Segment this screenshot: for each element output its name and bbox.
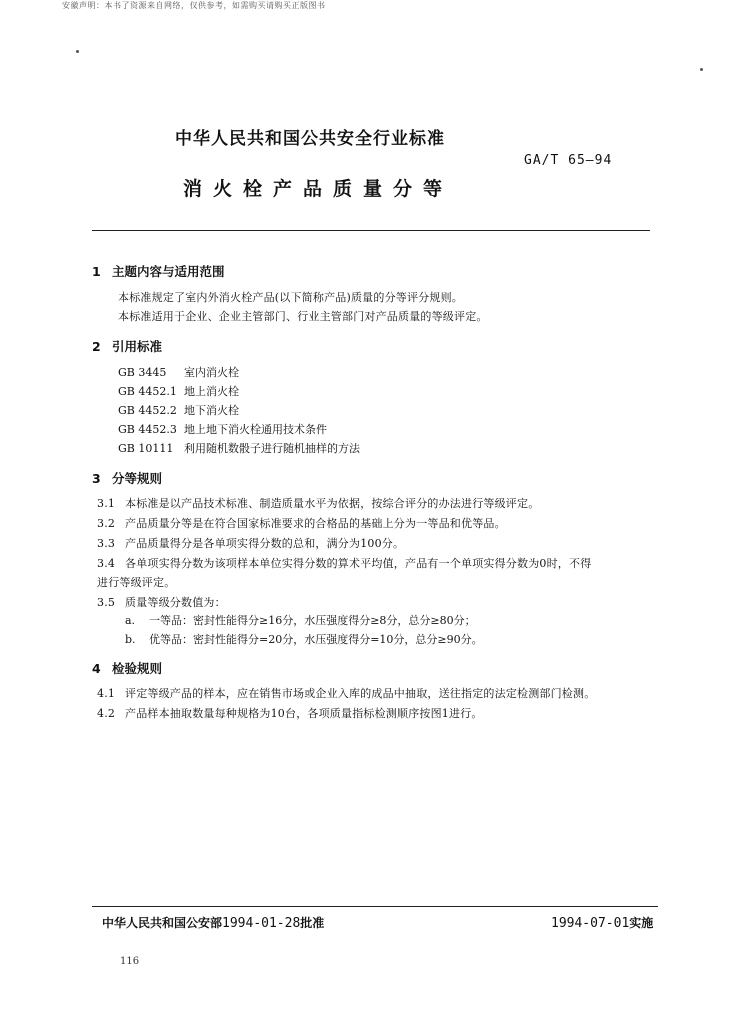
paragraph: 本标准规定了室内外消火栓产品(以下简称产品)质量的分等评分规则。 <box>118 291 463 304</box>
header-divider <box>92 230 650 231</box>
section-number: 2 <box>92 339 101 354</box>
paragraph: 本标准适用于企业、企业主管部门、行业主管部门对产品质量的等级评定。 <box>118 310 488 323</box>
page-number: 116 <box>120 956 140 967</box>
clause-3-4-continuation: 进行等级评定。 <box>97 576 176 589</box>
reference-code: GB 4452.1 <box>118 385 177 398</box>
item-label: a. <box>125 614 136 627</box>
scan-dot <box>700 68 703 71</box>
section-3-heading <box>92 469 162 487</box>
clause-number: 3.2 <box>97 517 116 530</box>
section-number: 3 <box>92 471 101 486</box>
clause-text: 本标准是以产品技术标准、制造质量水平为依据，按综合评分的办法进行等级评定。 <box>125 497 540 510</box>
clause-number: 3.3 <box>97 537 116 550</box>
standard-code: GA/T 65—94 <box>524 153 613 168</box>
section-2-heading <box>92 337 162 355</box>
reference-name: 利用随机数骰子进行随机抽样的方法 <box>184 442 360 455</box>
reference-name: 地下消火栓 <box>184 404 239 417</box>
clause-3-3 <box>97 535 404 551</box>
clause-number: 4.1 <box>97 687 116 700</box>
clause-3-1 <box>97 495 539 511</box>
clause-text: 各单项实得分数为该项样本单位实得分数的算术平均值，产品有一个单项实得分数为0时，不得 <box>125 557 592 570</box>
reference-code: GB 4452.2 <box>118 404 177 417</box>
item-label: b. <box>125 633 136 646</box>
grade-item-a <box>125 612 476 628</box>
standard-organization-title: 中华人民共和国公共安全行业标准 <box>175 129 445 149</box>
approval-date: 1994-01-28 <box>222 916 301 931</box>
document-title: 消火栓产品质量分等 <box>183 178 454 200</box>
scan-dot <box>76 50 79 53</box>
clause-number: 3.4 <box>97 557 116 570</box>
clause-text: 质量等级分数值为： <box>125 596 226 609</box>
reference-item <box>118 440 360 456</box>
approval-label: 批准 <box>300 916 325 930</box>
disclaimer-text: 安徽声明：本书了资源来自网络，仅供参考，如需购买请购买正版图书 <box>62 1 326 10</box>
section-1-heading <box>92 262 225 280</box>
clause-number: 3.1 <box>97 497 116 510</box>
reference-code: GB 3445 <box>118 366 167 379</box>
item-text: 优等品：密封性能得分=20分，水压强度得分=10分，总分≥90分。 <box>149 633 483 646</box>
effective-date: 1994-07-01 <box>551 916 630 931</box>
clause-3-4 <box>97 555 591 571</box>
section-title: 分等规则 <box>112 471 163 486</box>
approval-organization: 中华人民共和国公安部 <box>102 916 223 930</box>
reference-name: 地上消火栓 <box>184 385 239 398</box>
clause-3-2 <box>97 515 506 531</box>
section-number: 1 <box>92 264 101 279</box>
effective-line <box>551 914 653 931</box>
clause-text: 评定等级产品的样本，应在销售市场或企业入库的成品中抽取，送往指定的法定检测部门检测。 <box>125 687 596 700</box>
clause-3-5 <box>97 594 226 610</box>
footer-divider <box>92 906 658 907</box>
reference-code: GB 10111 <box>118 442 174 455</box>
clause-4-2 <box>97 705 483 721</box>
item-text: 一等品：密封性能得分≥16分，水压强度得分≥8分，总分≥80分； <box>149 614 476 627</box>
clause-text: 产品样本抽取数量每种规格为10台，各项质量指标检测顺序按图1进行。 <box>125 707 483 720</box>
clause-number: 3.5 <box>97 596 116 609</box>
reference-item <box>118 402 239 418</box>
reference-name: 地上地下消火栓通用技术条件 <box>184 423 327 436</box>
reference-name: 室内消火栓 <box>184 366 239 379</box>
approval-line <box>102 914 324 931</box>
clause-number: 4.2 <box>97 707 116 720</box>
reference-item <box>118 383 239 399</box>
clause-text: 产品质量得分是各单项实得分数的总和，满分为100分。 <box>125 537 405 550</box>
reference-code: GB 4452.3 <box>118 423 177 436</box>
section-number: 4 <box>92 661 101 676</box>
reference-item <box>118 421 327 437</box>
clause-text: 产品质量分等是在符合国家标准要求的合格品的基础上分为一等品和优等品。 <box>125 517 506 530</box>
section-4-heading <box>92 659 162 677</box>
effective-label: 实施 <box>629 916 654 930</box>
section-title: 检验规则 <box>112 661 163 676</box>
reference-item <box>118 364 239 380</box>
grade-item-b <box>125 631 483 647</box>
section-title: 引用标准 <box>112 339 163 354</box>
section-title: 主题内容与适用范围 <box>112 264 225 279</box>
clause-4-1 <box>97 685 595 701</box>
